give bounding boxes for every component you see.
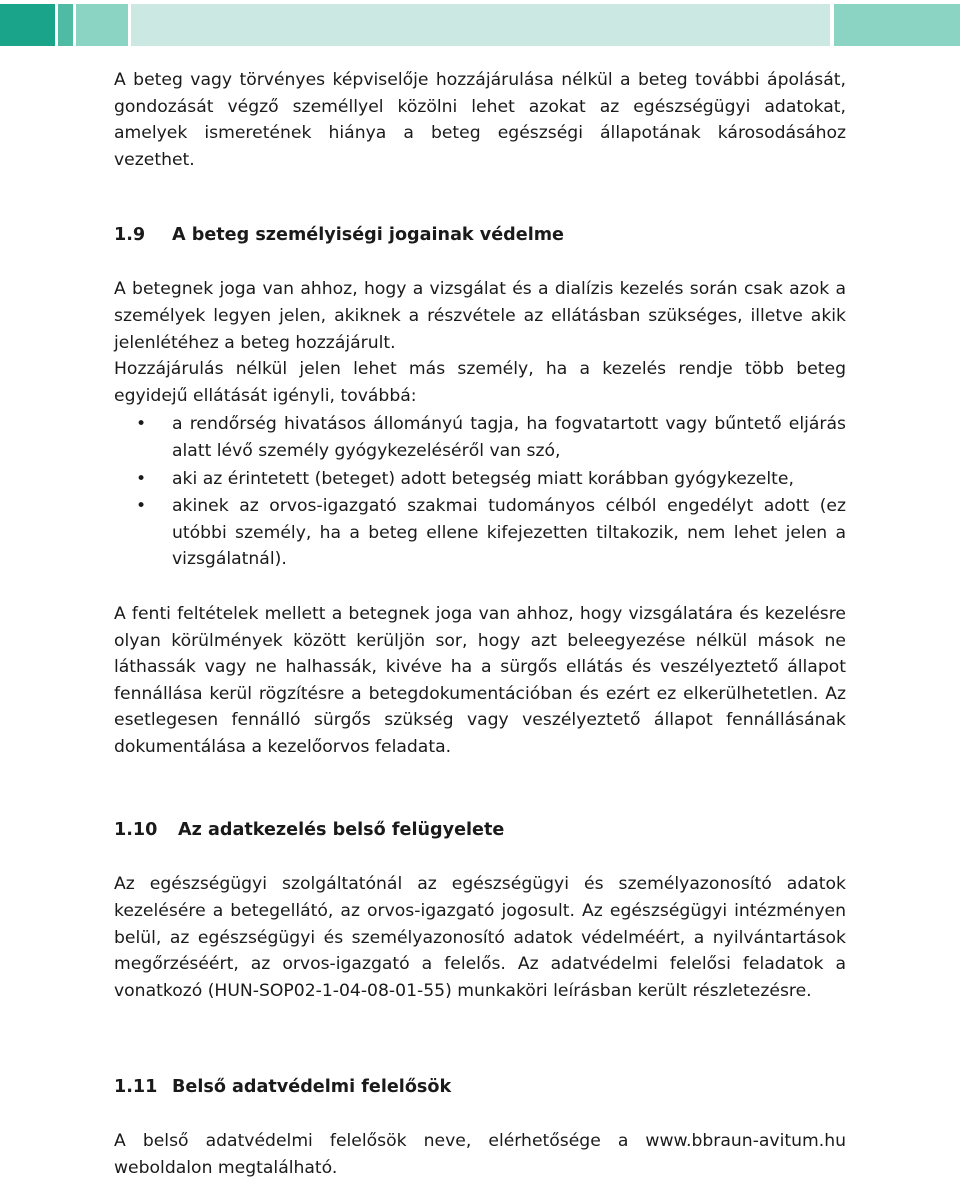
list-item: [114, 466, 846, 493]
section-number: 1.11: [114, 1077, 158, 1098]
section-title: Az adatkezelés belső felügyelete: [178, 820, 505, 841]
section-heading-1-9: [114, 222, 846, 248]
header-color-bar: [0, 4, 960, 46]
bullet-icon: •: [136, 496, 147, 517]
list-item-text: akinek az orvos-igazgató szakmai tudományos célból engedélyt adott (ez utóbbi személy, ha a beteg ellene kifejezetten tiltakozik, nem lehet jelen a vizsgálatnál).: [172, 496, 846, 570]
header-bar-segment: [131, 4, 830, 46]
section-1-9-paragraph-a: A betegnek joga van ahhoz, hogy a vizsgálat és a dialízis kezelés során csak azok a személyek legyen jelen, akiknek a részvétele az ellátásban szükséges, illetve akik jelenlétéhez a beteg hozzájárult.: [114, 279, 846, 353]
section-number: 1.9: [114, 225, 146, 246]
condition-list: [114, 411, 846, 573]
section-heading-1-11: [114, 1074, 846, 1100]
section-title: Belső adatvédelmi felelősök: [172, 1077, 452, 1098]
header-bar-segment: [76, 4, 128, 46]
section-number: 1.10: [114, 820, 158, 841]
section-1-9-paragraph-c: A fenti feltételek mellett a betegnek joga van ahhoz, hogy vizsgálatára és kezelésre olyan körülmények között kerüljön sor, hogy azt beleegyezése nélkül mások ne láthassák vagy ne halhassák, kivéve ha a sürgős ellátás és veszélyeztető állapot fennállása kerül rögzítésre a betegdokumentációban és ezért ez elkerülhetetlen. Az esetlegesen fennálló sürgős szükség vagy veszélyeztető állapot fennállásának dokumentálása a kezelőorvos feladata.: [114, 603, 846, 757]
list-item: [114, 493, 846, 573]
document-body: [114, 67, 846, 1182]
section-1-10-paragraph: Az egészségügyi szolgáltatónál az egészségügyi és személyazonosító adatok kezelésére a betegellátó, az orvos-igazgató jogosult. Az egészségügyi intézményen belül, az egészségügyi és személyazonosító adatok védelméért, a nyilvántartások megőrzéséért, az orvos-igazgató a felelős. Az adatvédelmi felelősi feladatok a vonatkozó (HUN-SOP02-1-04-08-01-55) munkaköri leírásban került részletezésre.: [114, 874, 846, 1001]
intro-paragraph: A beteg vagy törvényes képviselője hozzájárulása nélkül a beteg további ápolását, gondozását végző személlyel közölni lehet azokat az egészségügyi adatokat, amelyek ismeretének hiánya a beteg egészségi állapotának károsodásához vezethet.: [114, 70, 846, 170]
list-item-text: aki az érintetett (beteget) adott betegség miatt korábban gyógykezelte,: [172, 468, 794, 489]
header-bar-segment: [58, 4, 73, 46]
list-item: [114, 411, 846, 464]
bullet-icon: •: [136, 414, 147, 435]
header-bar-segment: [834, 4, 960, 46]
list-item-text: a rendőrség hivatásos állományú tagja, ha fogvatartott vagy bűntető eljárás alatt lévő személy gyógykezeléséről van szó,: [172, 414, 846, 461]
bullet-icon: •: [136, 468, 147, 489]
section-title: A beteg személyiségi jogainak védelme: [172, 225, 564, 246]
section-1-11-paragraph: A belső adatvédelmi felelősök neve, elérhetősége a www.bbraun-avitum.hu weboldalon megtalálható.: [114, 1131, 846, 1179]
section-1-9-paragraph-b: Hozzájárulás nélkül jelen lehet más személy, ha a kezelés rendje több beteg egyidejű ellátását igényli, továbbá:: [114, 359, 846, 406]
header-bar-segment: [0, 4, 55, 46]
section-heading-1-10: [114, 817, 846, 843]
